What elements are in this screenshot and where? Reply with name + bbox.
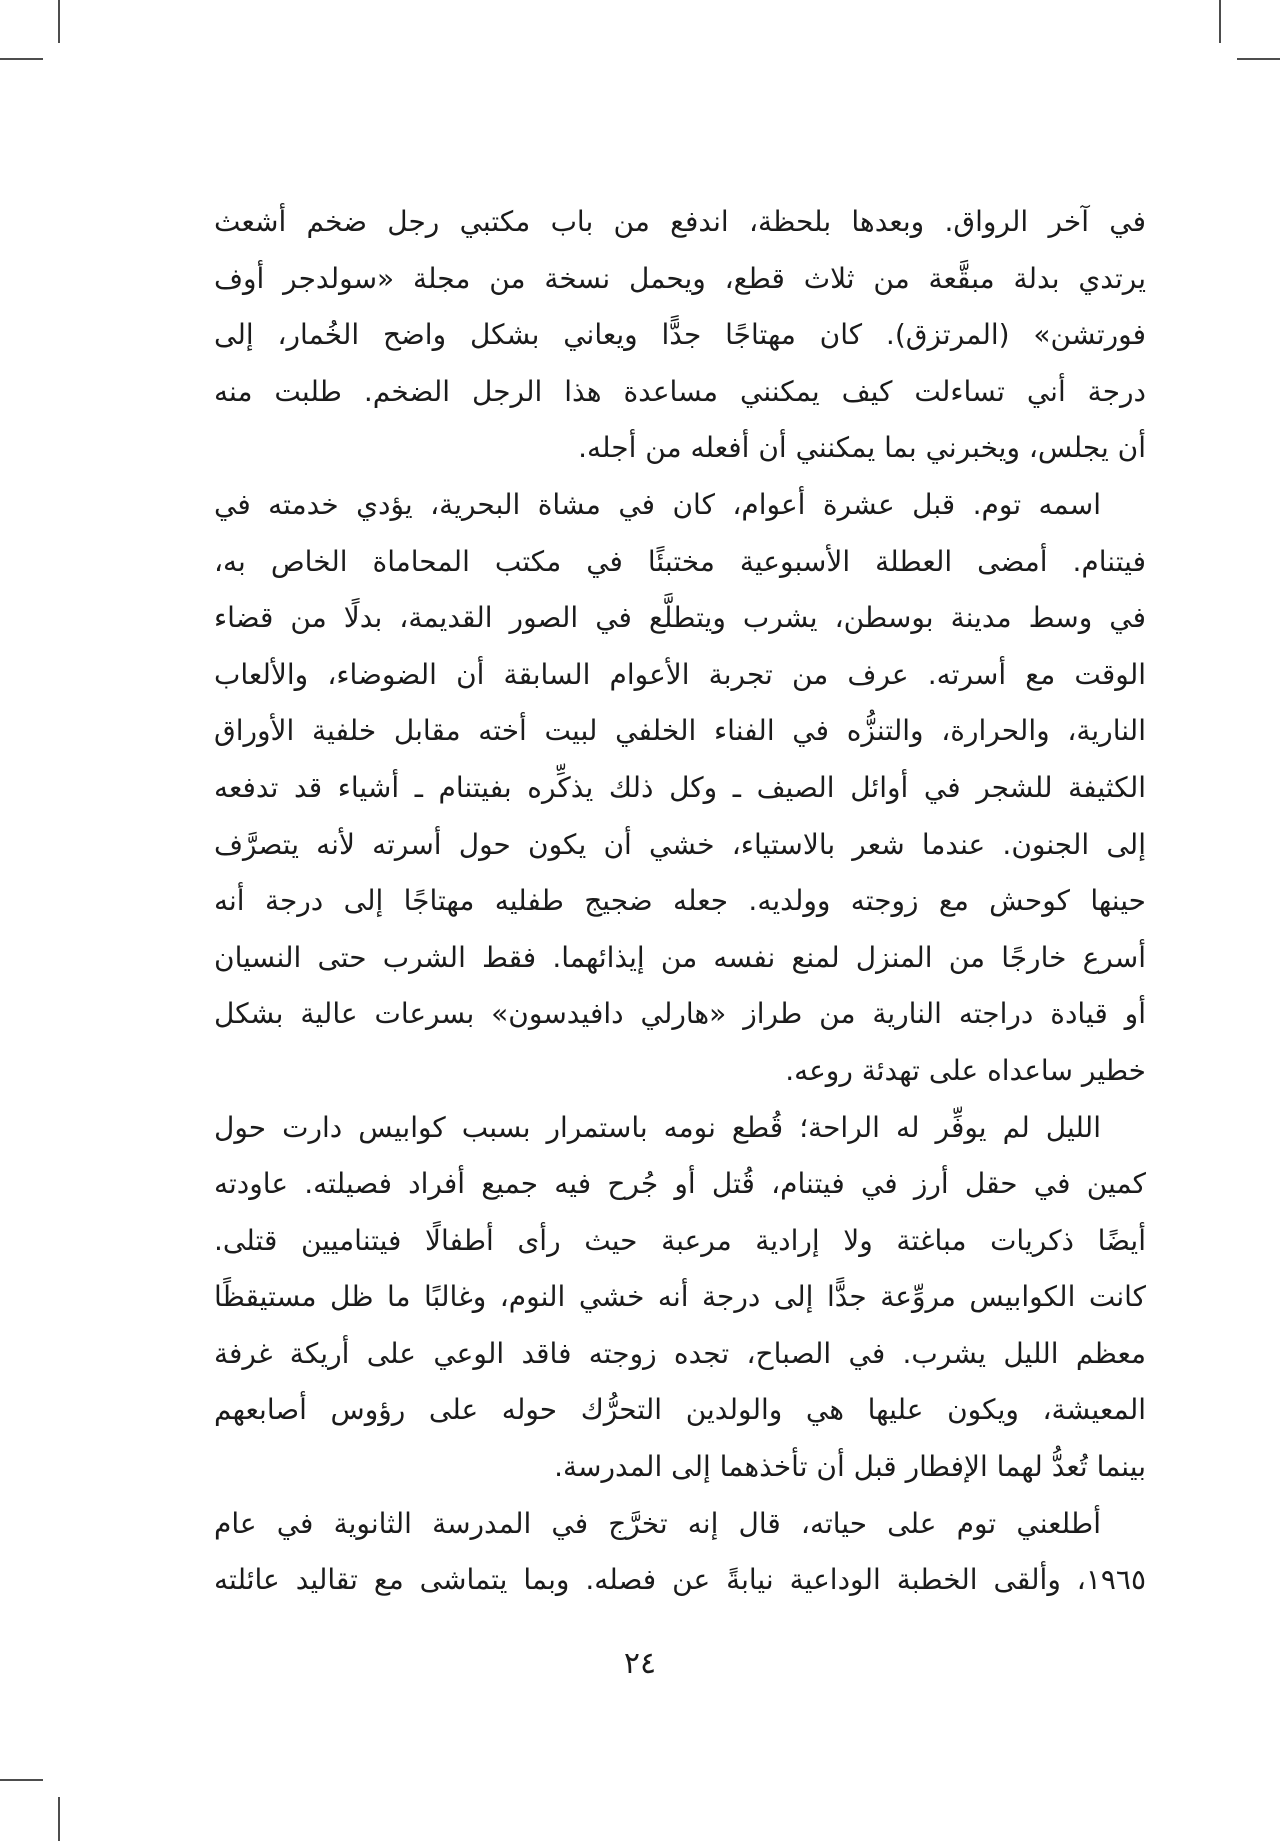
crop-mark-top-left-horizontal <box>0 58 43 60</box>
crop-mark-bottom-left-horizontal <box>0 1779 43 1781</box>
text-line-11: الكثيفة للشجر في أوائل الصيف ـ وكل ذلك يذكِّره بفيتنام ـ أشياء قد تدفعه <box>214 770 1146 804</box>
body-text <box>214 194 1146 1609</box>
text-line-15: أو قيادة دراجته النارية من طراز «هارلي دافيدسون» بسرعات عالية بشكل <box>214 997 1146 1031</box>
text-line-20: كانت الكوابيس مروِّعة جدًّا إلى درجة أنه خشي النوم، وغالبًا ما ظل مستيقظًا <box>214 1280 1146 1314</box>
text-line-13: حينها كوحش مع زوجته وولديه. جعله ضجيج طفليه مهتاجًا إلى درجة أنه <box>214 884 1146 918</box>
crop-mark-bottom-left-vertical <box>58 1797 60 1841</box>
text-line-24: أطلعني توم على حياته، قال إنه تخرَّج في المدرسة الثانوية في عام <box>214 1506 1101 1540</box>
text-line-5: أن يجلس، ويخبرني بما يمكنني أن أفعله من أجله. <box>578 431 1146 465</box>
text-line-18: كمين في حقل أرز في فيتنام، قُتل أو جُرح فيه جميع أفراد فصيلته. عاودته <box>214 1167 1146 1201</box>
text-line-6: اسمه توم. قبل عشرة أعوام، كان في مشاة البحرية، يؤدي خدمته في <box>214 487 1101 521</box>
text-line-21: معظم الليل يشرب. في الصباح، تجده زوجته فاقد الوعي على أريكة غرفة <box>214 1336 1146 1370</box>
page-number: ٢٤ <box>623 1646 657 1681</box>
text-line-3: فورتشن» (المرتزق). كان مهتاجًا جدًّا ويعاني بشكل واضح الخُمار، إلى <box>214 318 1146 352</box>
text-line-16: خطير ساعداه على تهدئة روعه. <box>785 1053 1146 1087</box>
text-line-19: أيضًا ذكريات مباغتة ولا إرادية مرعبة حيث رأى أطفالًا فيتناميين قتلى. <box>214 1223 1146 1257</box>
text-line-10: النارية، والحرارة، والتنزُّه في الفناء الخلفي لبيت أخته مقابل خلفية الأوراق <box>214 714 1146 748</box>
text-line-4: درجة أني تساءلت كيف يمكنني مساعدة هذا الرجل الضخم. طلبت منه <box>214 374 1146 408</box>
crop-mark-top-left-vertical <box>58 0 60 43</box>
text-line-25: ١٩٦٥، وألقى الخطبة الوداعية نيابةً عن فصله. وبما يتماشى مع تقاليد عائلته <box>214 1563 1146 1597</box>
text-line-17: الليل لم يوفِّر له الراحة؛ قُطع نومه باستمرار بسبب كوابيس دارت حول <box>214 1110 1101 1144</box>
text-line-9: الوقت مع أسرته. عرف من تجربة الأعوام السابقة أن الضوضاء، والألعاب <box>214 657 1146 691</box>
text-line-14: أسرع خارجًا من المنزل لمنع نفسه من إيذائهما. فقط الشرب حتى النسيان <box>214 940 1146 974</box>
text-line-7: فيتنام. أمضى العطلة الأسبوعية مختبئًا في مكتب المحاماة الخاص به، <box>214 544 1146 578</box>
text-line-12: إلى الجنون. عندما شعر بالاستياء، خشي أن يكون حول أسرته لأنه يتصرَّف <box>214 827 1146 861</box>
text-line-8: في وسط مدينة بوسطن، يشرب ويتطلَّع في الصور القديمة، بدلًا من قضاء <box>214 601 1146 635</box>
text-line-23: بينما تُعدُّ لهما الإفطار قبل أن تأخذهما إلى المدرسة. <box>554 1450 1146 1484</box>
text-line-1: في آخر الرواق. وبعدها بلحظة، اندفع من باب مكتبي رجل ضخم أشعث <box>214 205 1146 238</box>
crop-mark-top-right-horizontal <box>1237 58 1280 60</box>
crop-mark-top-right-vertical <box>1219 0 1221 43</box>
text-line-2: يرتدي بدلة مبقَّعة من ثلاث قطع، ويحمل نسخة من مجلة «سولدجر أوف <box>214 261 1146 295</box>
text-line-22: المعيشة، ويكون عليها هي والولدين التحرُّك حوله على رؤوس أصابعهم <box>214 1393 1146 1427</box>
